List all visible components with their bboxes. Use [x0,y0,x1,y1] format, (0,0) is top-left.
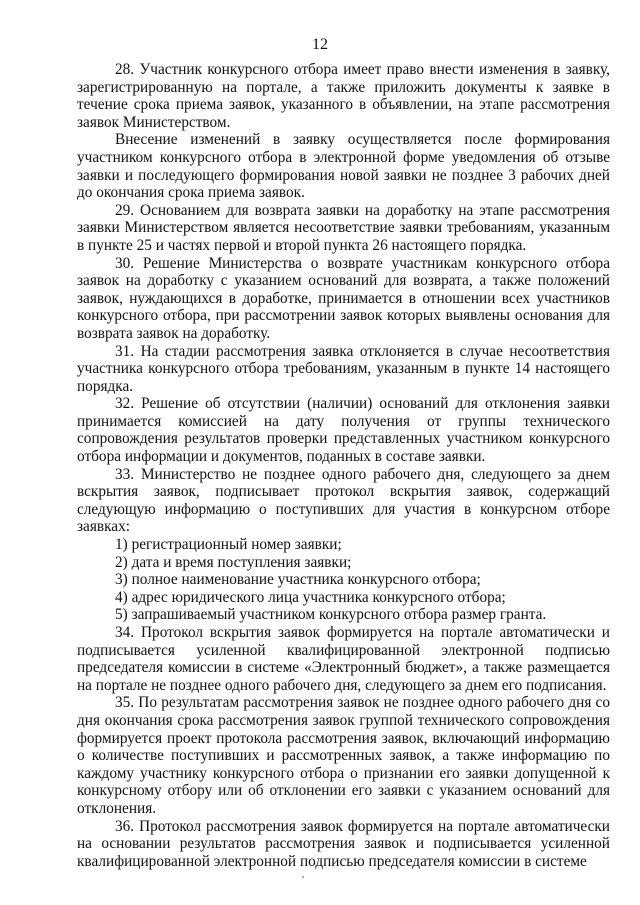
list-item-5: 5) запрашиваемый участником конкурсного отбора размер гранта. [115,606,547,624]
paragraph-32: 32. Решение об отсутствии (наличии) оснований для отклонения заявки принимается комиссией на дату получения от группы технического сопровождения результатов проверки представленных участником конкурсного отбора информации и документов, поданных в составе заявки. [77,395,610,466]
list-item-4: 4) адрес юридического лица участника конкурсного отбора; [115,588,506,606]
paragraph-28-continued: Внесение изменений в заявку осуществляется после формирования участником конкурсного отбора в электронной форме уведомления об отзыве заявки и последующего формирования новой заявки не позднее 3 рабочих дней до окончания срока приема заявок. [77,131,610,202]
page-number: 12 [312,36,328,53]
paragraph-34: 34. Протокол вскрытия заявок формируется на портале автоматически и подписывается усиленной квалифицированной электронной подписью председателя комиссии в системе «Электронный бюджет», а также размещается на портале не позднее одного рабочего дня, следующего за днем его подписания. [77,624,610,694]
paragraph-35: 35. По результатам рассмотрения заявок не позднее одного рабочего дня со дня окончания срока рассмотрения заявок группой технического сопровождения формируется проект протокола рассмотрения заявок, включающий информацию о количестве поступивших и рассмотренных заявок, а также информацию по каждому участнику конкурсного отбора о признании его заявки допущенной к конкурсному отбору или об отклонении его заявки с указанием оснований для отклонения. [77,694,610,817]
paragraph-28: 28. Участник конкурсного отбора имеет право внести изменения в заявку, зарегистрированную на портале, а также приложить документы к заявке в течение срока приема заявок, указанного в объявлении, на этапе рассмотрения заявок Министерством. [77,61,610,131]
scan-speck [302,876,304,878]
paragraph-31: 31. На стадии рассмотрения заявка отклоняется в случае несоответствия участника конкурсного отбора требованиям, указанным в пункте 14 настоящего порядка. [77,342,610,395]
document-body [77,61,610,870]
list-item-3: 3) полное наименование участника конкурсного отбора; [115,571,481,589]
paragraph-36: 36. Протокол рассмотрения заявок формируется на портале автоматически на основании результатов рассмотрения заявок и подписывается усиленной квалифицированной электронной подписью председателя комиссии в системе [77,817,610,870]
list-item-1: 1) регистрационный номер заявки; [115,536,342,554]
paragraph-33: 33. Министерство не позднее одного рабочего дня, следующего за днем вскрытия заявок, подписывает протокол вскрытия заявок, содержащий следующую информацию о поступивших для участия в конкурсном отборе заявках: [77,465,610,536]
list-item-2: 2) дата и время поступления заявки; [115,553,352,571]
paragraph-30: 30. Решение Министерства о возврате участникам конкурсного отбора заявок на доработку с указанием оснований для возврата, а также положений заявок, нуждающихся в доработке, принимается в отношении всех участников конкурсного отбора, при рассмотрении заявок которых выявлены основания для возврата заявок на доработку. [77,254,610,342]
paragraph-29: 29. Основанием для возврата заявки на доработку на этапе рассмотрения заявки Министерством является несоответствие заявки требованиям, указанным в пункте 25 и частях первой и второй пункта 26 настоящего порядка. [77,201,610,254]
